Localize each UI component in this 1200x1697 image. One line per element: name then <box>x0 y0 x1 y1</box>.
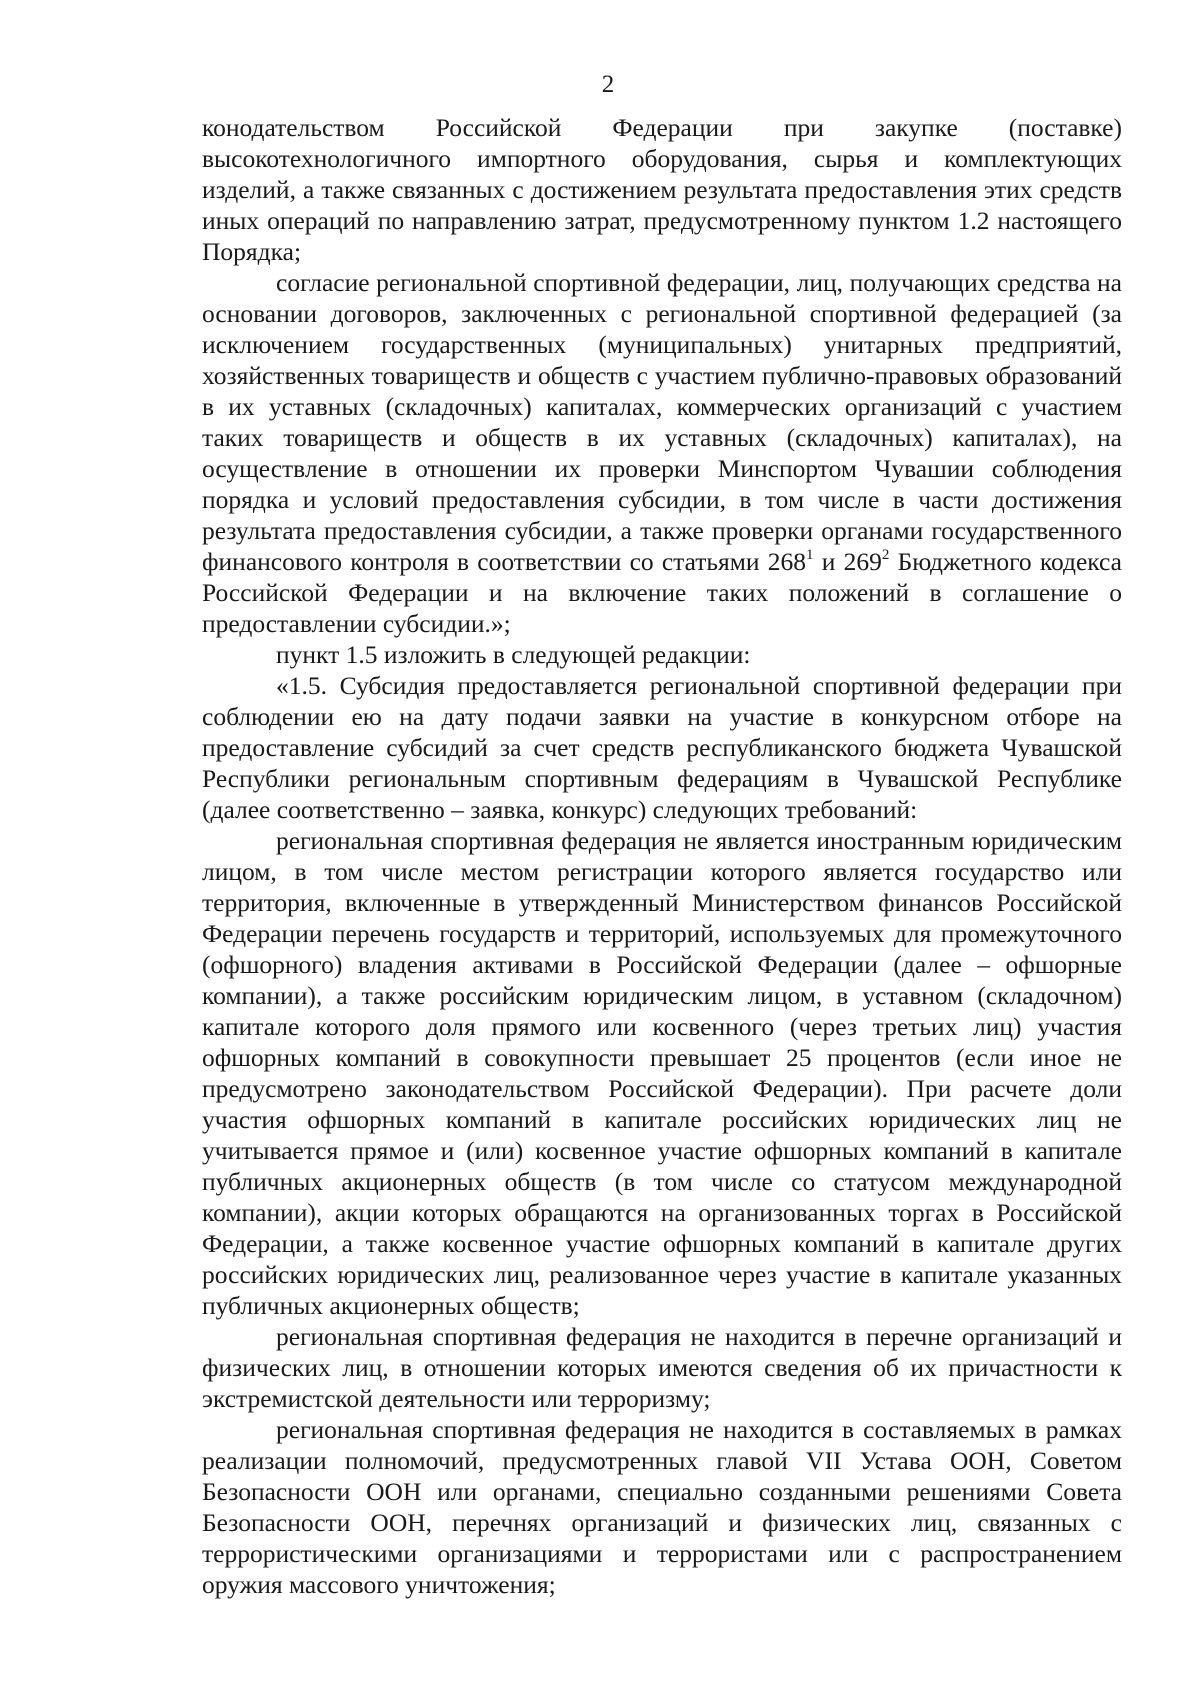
article-268-superscript: 1 <box>806 546 814 563</box>
paragraph-point-1-5: «1.5. Субсидия предоставляется региональной спортивной федерации при соблюдении ею на дату подачи заявки на участие в конкурсном отборе на предоставление субсидий за счет средств республиканского бюджета Чувашской Республики региональным спортивным федерациям в Чувашской Республике (далее соответственно – заявка, конкурс) следующих требований: <box>202 671 1122 824</box>
article-269-superscript: 2 <box>881 546 890 563</box>
page-number: 2 <box>601 71 615 98</box>
paragraph-point-heading: пункт 1.5 изложить в следующей редакции: <box>276 640 751 669</box>
consent-text-middle: и 269 <box>813 547 882 576</box>
consent-text-after: Бюджетного кодекса Российской Федерации и на включение таких положений в соглашение о предоставлении субсидии.»; <box>202 547 1122 638</box>
paragraph-requirement-offshore: региональная спортивная федерация не является иностранным юридическим лицом, в том числе местом регистрации которого является государство или территория, включенные в утвержденный Министерством финансов Российской Федерации перечень государств и территорий, используемых для промежуточного (офшорного) владения активами в Российской Федерации (далее – офшорные компании), а также российским юридическим лицом, в уставном (складочном) капитале которого доля прямого или косвенного (через третьих лиц) участия офшорных компаний в совокупности превышает 25 процентов (если иное не предусмотрено законодательством Российской Федерации). При расчете доли участия офшорных компаний в капитале российских юридических лиц не учитывается прямое и (или) косвенное участие офшорных компаний в капитале публичных акционерных обществ (в том числе со статусом международной компании), акции которых обращаются на организованных торгах в Российской Федерации, а также косвенное участие офшорных компаний в капитале других российских юридических лиц, реализованное через участие в капитале указанных публичных акционерных обществ; <box>202 826 1122 1320</box>
consent-text-before: согласие региональной спортивной федерации, лиц, получающих средства на основании договоров, заключенных с региональной спортивной федерацией (за исключением государственных (муниципальных) унитарных предприятий, хозяйственных товариществ и обществ с участием публично-правовых образований в их уставных (складочных) капиталах, коммерческих организаций с участием таких товариществ и обществ в их уставных (складочных) капиталах), на осуществление в отношении их проверки Минспортом Чувашии соблюдения порядка и условий предоставления субсидии, в том числе в части достижения результата предоставления субсидии, а также проверки органами государственного финансового контроля в соответствии со статьями 268 <box>202 268 1122 576</box>
paragraph-continuation: конодательством Российской Федерации при закупке (поставке) высокотехнологичного импортного оборудования, сырья и комплектующих изделий, а также связанных с достижением результата предоставления этих средств иных операций по направлению затрат, предусмотренному пунктом 1.2 настоящего Порядка; <box>202 113 1122 266</box>
document-body <box>202 112 1122 1600</box>
paragraph-requirement-extremism: региональная спортивная федерация не находится в перечне организаций и физических лиц, в отношении которых имеются сведения об их причастности к экстремистской деятельности или терроризму; <box>202 1322 1122 1413</box>
paragraph-requirement-un-sanctions: региональная спортивная федерация не находится в составляемых в рамках реализации полномочий, предусмотренных главой VII Устава ООН, Советом Безопасности ООН или органами, специально созданными решениями Совета Безопасности ООН, перечнях организаций и физических лиц, связанных с террористическими организациями и террористами или с распространением оружия массового уничтожения; <box>202 1415 1122 1599</box>
paragraph-consent <box>202 267 1122 639</box>
